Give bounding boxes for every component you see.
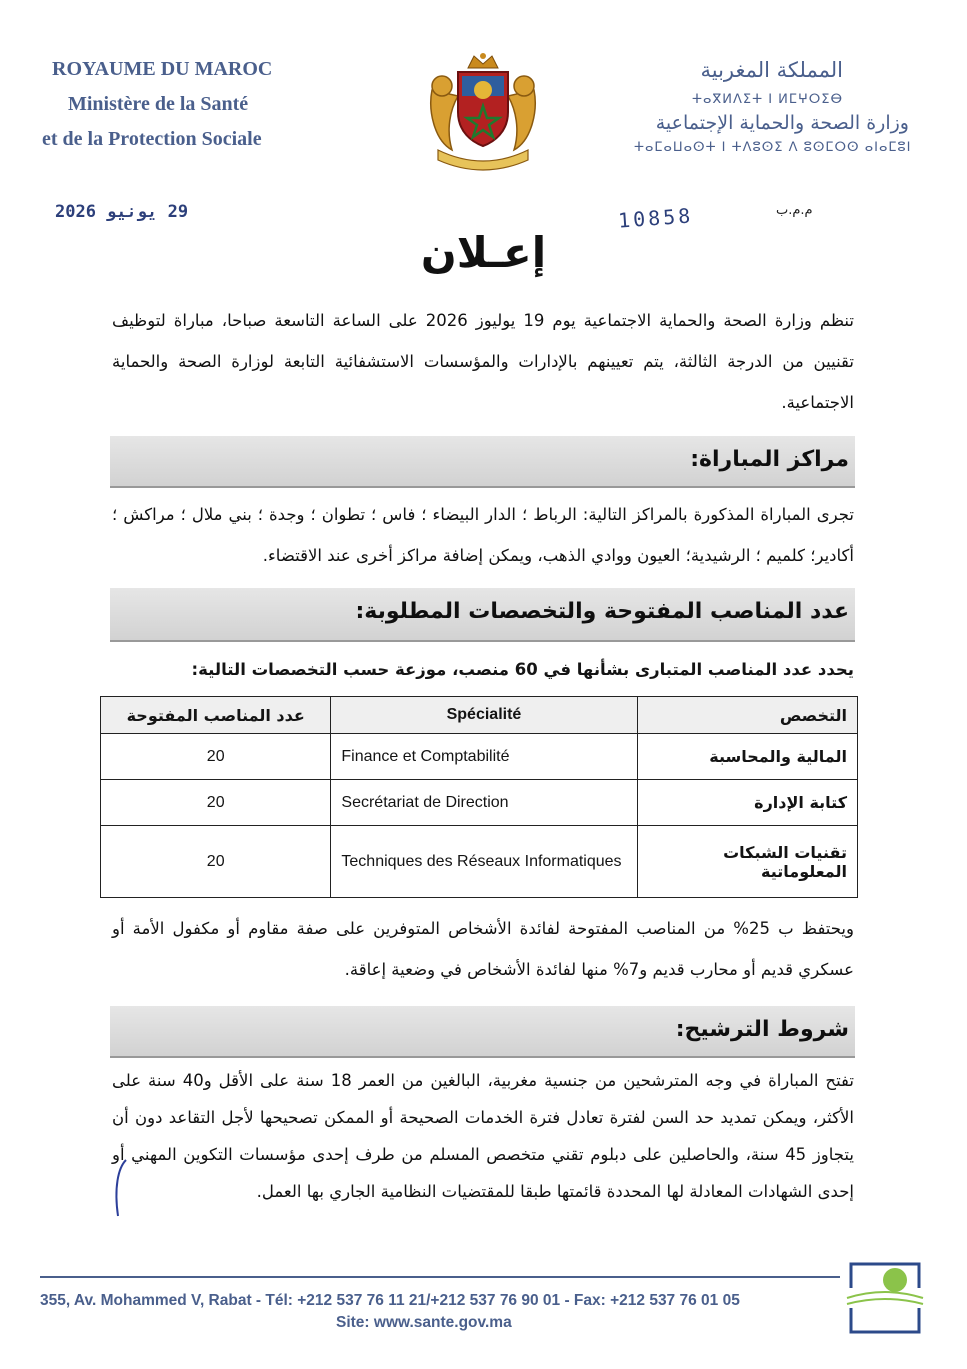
document-date: 29 يونيو 2026 xyxy=(55,202,189,222)
centers-heading: مراكز المباراة: xyxy=(110,436,855,488)
table-row xyxy=(101,734,858,780)
row-specialty-fr: Secrétariat de Direction xyxy=(331,780,637,826)
row-count: 20 xyxy=(101,734,331,780)
footer-site: Site: www.sante.gov.ma xyxy=(336,1314,512,1331)
centers-paragraph: تجرى المباراة المذكورة بالمراكز التالية: الرباط ؛ الدار البيضاء ؛ فاس ؛ تطوان ؛ وجدة ؛ بني ملال ؛ مراكش ؛ أكادير؛ كلميم ؛ الرشيدية؛ العيون ووادي الذهب، ويمكن إضافة مراكز أخرى عند الاقتضاء. xyxy=(112,505,854,565)
footer-divider xyxy=(40,1276,840,1278)
pen-mark xyxy=(110,1158,130,1220)
quota-paragraph: ويحتفظ ب 25% من المناصب المفتوحة لفائدة الأشخاص المتوفرين على صفة مقاوم أو مكفول الأمة أو عسكري قديم أو محارب قديم و7% منها لفائدة الأشخاص في وضعية إعاقة. xyxy=(112,919,854,979)
document-title: إعـلان xyxy=(420,228,547,277)
row-count: 20 xyxy=(101,780,331,826)
positions-heading: عدد المناصب المفتوحة والتخصصات المطلوبة: xyxy=(110,588,855,642)
footer-address: 355, Av. Mohammed V, Rabat - Tél: +212 537 76 11 21/+212 537 76 90 01 - Fax: +212 537 76 01 05 xyxy=(40,1292,740,1309)
table-row xyxy=(101,826,858,898)
header-ar-kingdom: المملكة المغربية xyxy=(700,58,843,82)
conditions-paragraph: تفتح المباراة في وجه المترشحين من جنسية مغربية، البالغين من العمر 18 سنة على الأقل و40 سنة على الأكثر، ويمكن تمديد حد السن لفترة تعادل فترة الخدمات الصحيحة أو الممكن تصحيحها لأجل التقاعد دون أن يتجاوز 45 سنة، والحاصلين على دبلوم تقني متخصص المسلم من طرف إحدى مؤسسات التكوين المهني أو إحدى الشهادات المعادلة لها المحددة قائمتها طبقا للمقتضيات النظامية الجاري بها العمل. xyxy=(112,1071,854,1201)
header-tif-kingdom: ⵜⴰⴳⵍⴷⵉⵜ ⵏ ⵍⵎⵖⵔⵉⴱ xyxy=(692,92,844,107)
conditions-heading: شروط الترشيح: xyxy=(110,1006,855,1058)
ministry-logo-icon xyxy=(845,1260,925,1336)
reference-number: 10858 xyxy=(617,203,694,233)
row-specialty-fr: Finance et Comptabilité xyxy=(331,734,637,780)
column-header-specialty-fr: Spécialité xyxy=(331,697,637,734)
coat-of-arms-emblem xyxy=(424,50,542,172)
row-specialty-ar: تقنيات الشبكات المعلوماتية xyxy=(637,826,857,898)
header-fr-kingdom: ROYAUME DU MAROC xyxy=(52,58,273,80)
reference-prefix: م.م.ب xyxy=(776,203,813,218)
row-specialty-fr: Techniques des Réseaux Informatiques xyxy=(331,826,637,898)
row-count: 20 xyxy=(101,826,331,898)
table-header-row xyxy=(101,697,858,734)
header-tif-ministry: ⵜⴰⵎⴰⵡⴰⵙⵜ ⵏ ⵜⴷⵓⵙⵉ ⴷ ⵓⵙⵎⵔⵙ ⴰⵏⴰⵎⵓⵏ xyxy=(634,140,912,155)
header-ar-ministry: وزارة الصحة والحماية الإجتماعية xyxy=(655,112,909,134)
row-specialty-ar: المالية والمحاسبة xyxy=(637,734,857,780)
header-fr-ministry: Ministère de la Santé xyxy=(68,93,249,115)
positions-table xyxy=(100,696,858,898)
column-header-specialty-ar: التخصص xyxy=(637,697,857,734)
row-specialty-ar: كتابة الإدارة xyxy=(637,780,857,826)
positions-intro: يحدد عدد المناصب المتبارى بشأنها في 60 منصب، موزعة حسب التخصصات التالية: xyxy=(191,660,854,679)
header-fr-protection: et de la Protection Sociale xyxy=(42,128,262,150)
intro-paragraph: تنظم وزارة الصحة والحماية الاجتماعية يوم 19 يوليوز 2026 على الساعة التاسعة صباحا، مباراة لتوظيف تقنيين من الدرجة الثالثة، يتم تعيينهم بالإدارات والمؤسسات الاستشفائية التابعة لوزارة الصحة والحماية الاجتماعية. xyxy=(112,311,854,412)
column-header-count: عدد المناصب المفتوحة xyxy=(101,697,331,734)
table-row xyxy=(101,780,858,826)
